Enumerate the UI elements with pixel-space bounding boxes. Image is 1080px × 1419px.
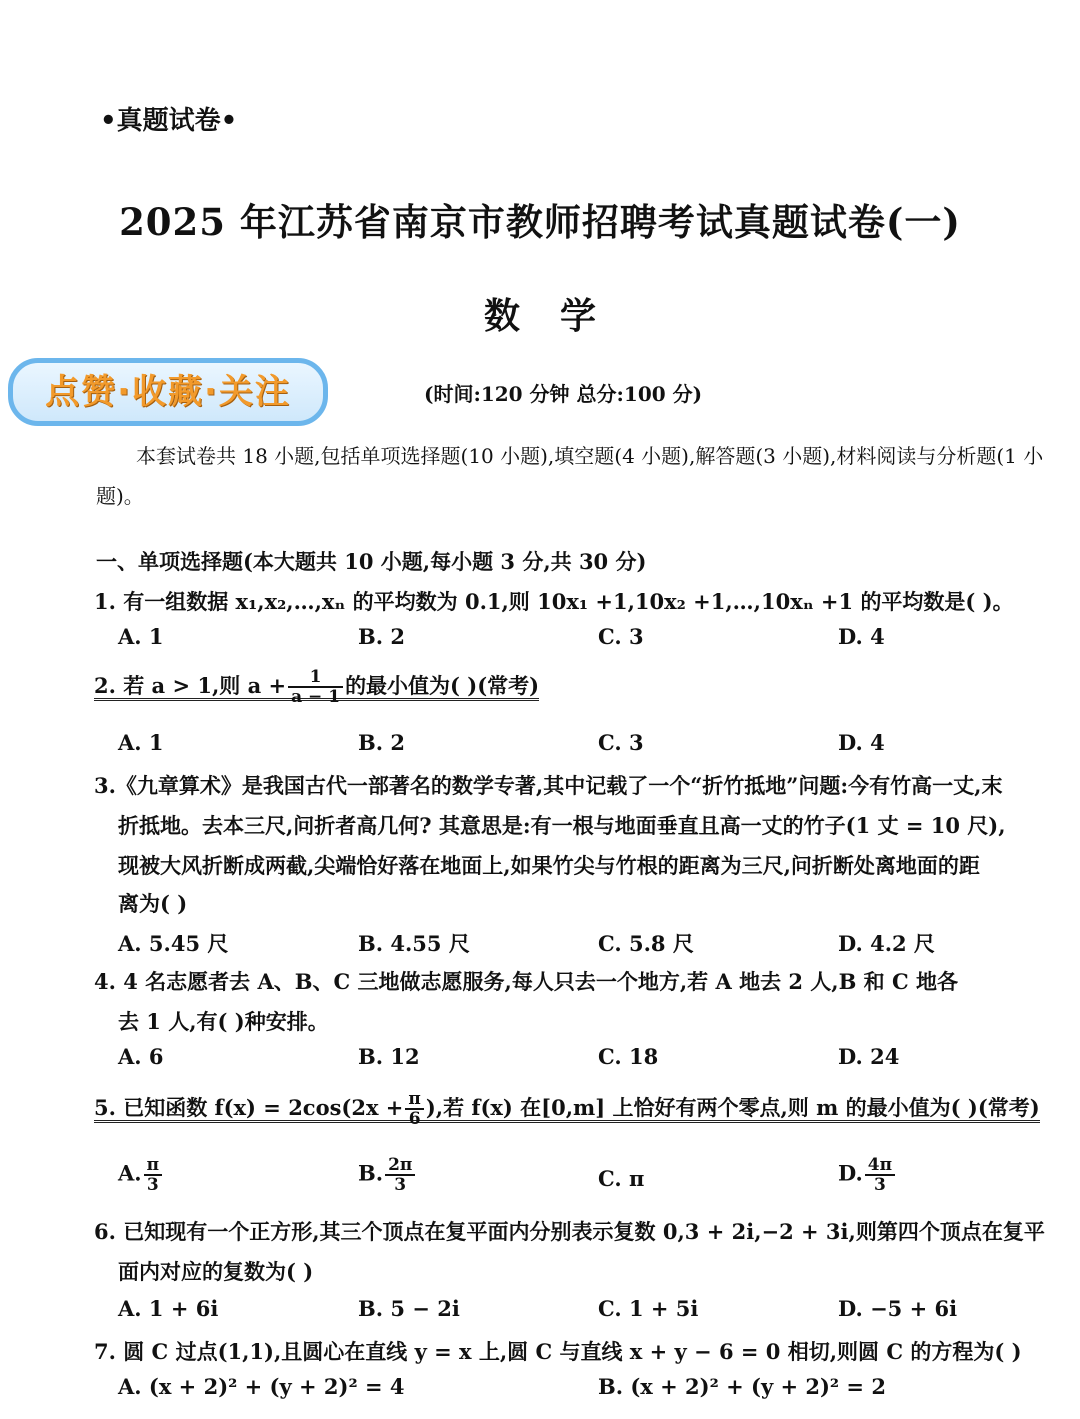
q5-frac-num: π <box>405 1090 423 1110</box>
q5-option-b-fraction <box>385 1156 415 1194</box>
like-collect-follow-badge: 点赞·收藏·关注 <box>8 358 328 426</box>
q4-option-c: C. 18 <box>598 1044 659 1069</box>
question-6-line-1: 6. 已知现有一个正方形,其三个顶点在复平面内分别表示复数 0,3 + 2i,−2 + 3i,则第四个顶点在复平 <box>94 1219 1045 1244</box>
q5-option-a-num: π <box>144 1156 162 1176</box>
q6-option-d: D. −5 + 6i <box>838 1296 958 1321</box>
question-3-line-3: 现被大风折断成两截,尖端恰好落在地面上,如果竹尖与竹根的距离为三尺,问折断处离地面的距 <box>118 853 980 878</box>
q5-option-d-label: D. <box>838 1160 863 1186</box>
q3-option-b: B. 4.55 尺 <box>358 931 470 956</box>
subject-title: 数学 <box>483 295 636 337</box>
question-2-stem <box>94 668 539 706</box>
q5-option-b-label: B. <box>358 1160 384 1186</box>
q5-option-a-den: 3 <box>146 1175 159 1195</box>
q5-option-d-den: 3 <box>874 1175 886 1195</box>
q2-option-c: C. 3 <box>598 730 644 755</box>
q5-option-d-num: 4π <box>865 1156 895 1176</box>
q3-option-a: A. 5.45 尺 <box>118 931 229 956</box>
question-1-stem: 1. 有一组数据 x₁,x₂,…,xₙ 的平均数为 0.1,则 10x₁ +1,10x₂ +1,…,10xₙ +1 的平均数是( )。 <box>94 589 1014 614</box>
q2-option-a: A. 1 <box>118 730 164 755</box>
question-4-line-2: 去 1 人,有( )种安排。 <box>118 1009 329 1034</box>
q6-option-c: C. 1 + 5i <box>598 1296 699 1321</box>
q2-frac-den: a − 1 <box>291 687 341 707</box>
question-5-stem <box>94 1090 1040 1128</box>
q5-stem-part-b: ),若 f(x) 在[0,m] 上恰好有两个零点,则 m 的最小值为( )(常考) <box>425 1094 1040 1120</box>
q7-option-b: B. (x + 2)² + (y + 2)² = 2 <box>598 1374 886 1399</box>
q2-stem-part-b: 的最小值为( )(常考) <box>345 672 540 698</box>
q1-option-a: A. 1 <box>118 624 164 649</box>
q3-option-c: C. 5.8 尺 <box>598 931 694 956</box>
q2-option-d: D. 4 <box>838 730 885 755</box>
intro-text: 本套试卷共 18 小题,包括单项选择题(10 小题),填空题(4 小题),解答题(3 小题),材料阅读与分析题(1 小题)。 <box>96 444 1044 508</box>
question-3-line-2: 折抵地。去本三尺,问折者高几何? 其意思是:有一根与地面垂直且高一丈的竹子(1 丈 = 10 尺), <box>118 813 1006 838</box>
q5-frac-den: 6 <box>408 1109 421 1129</box>
question-3-line-4: 离为( ) <box>118 891 188 916</box>
q2-frac-num: 1 <box>288 668 343 688</box>
q4-option-a: A. 6 <box>118 1044 164 1069</box>
q4-option-d: D. 24 <box>838 1044 900 1069</box>
q6-option-b: B. 5 − 2i <box>358 1296 460 1321</box>
question-6-line-2: 面内对应的复数为( ) <box>118 1259 314 1284</box>
section-heading: 一、单项选择题(本大题共 10 小题,每小题 3 分,共 30 分) <box>96 549 647 574</box>
q1-option-d: D. 4 <box>838 624 885 649</box>
q5-option-d <box>838 1156 897 1194</box>
q2-stem-part-a: 2. 若 a > 1,则 a + <box>94 672 287 698</box>
q5-option-d-fraction <box>865 1156 895 1194</box>
time-info: (时间:120 分钟 总分:100 分) <box>424 382 703 406</box>
q5-option-c: C. π <box>598 1166 645 1191</box>
header-tag: •真题试卷• <box>100 106 238 136</box>
q1-option-b: B. 2 <box>358 624 405 649</box>
q4-option-b: B. 12 <box>358 1044 420 1069</box>
q5-option-b <box>358 1156 417 1194</box>
q3-option-d: D. 4.2 尺 <box>838 931 935 956</box>
q6-option-a: A. 1 + 6i <box>118 1296 219 1321</box>
q5-option-a-fraction <box>144 1156 162 1194</box>
q5-option-b-den: 3 <box>394 1175 407 1195</box>
q5-option-b-num: 2π <box>385 1156 415 1176</box>
question-7-stem: 7. 圆 C 过点(1,1),且圆心在直线 y = x 上,圆 C 与直线 x + y − 6 = 0 相切,则圆 C 的方程为( ) <box>94 1339 1022 1364</box>
question-3-line-1: 3.《九章算术》是我国古代一部著名的数学专著,其中记载了一个“折竹抵地”问题:今有竹高一丈,末 <box>94 773 1003 798</box>
q5-fraction <box>405 1090 423 1128</box>
q2-fraction <box>288 668 343 706</box>
q5-stem-part-a: 5. 已知函数 f(x) = 2cos(2x + <box>94 1094 404 1120</box>
q7-option-a: A. (x + 2)² + (y + 2)² = 4 <box>118 1374 405 1399</box>
exam-title: 2025 年江苏省南京市教师招聘考试真题试卷(一) <box>119 200 961 244</box>
q5-option-a <box>118 1156 164 1194</box>
q2-option-b: B. 2 <box>358 730 405 755</box>
q1-option-c: C. 3 <box>598 624 644 649</box>
q5-option-a-label: A. <box>118 1160 142 1186</box>
question-4-line-1: 4. 4 名志愿者去 A、B、C 三地做志愿服务,每人只去一个地方,若 A 地去 2 人,B 和 C 地各 <box>94 969 959 994</box>
